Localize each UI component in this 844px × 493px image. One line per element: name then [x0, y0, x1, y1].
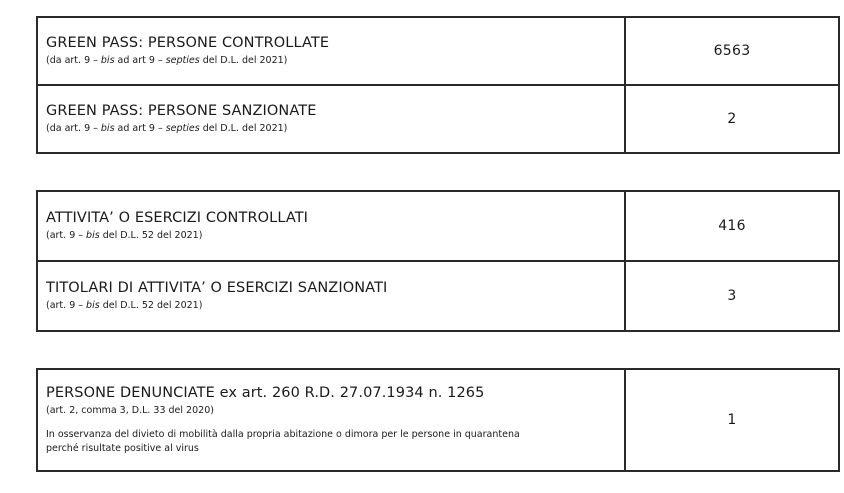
row-title: GREEN PASS: PERSONE CONTROLLATE: [46, 35, 330, 51]
value-cell: 3: [625, 261, 839, 331]
legal-reference: (art. 9 – bis del D.L. 52 del 2021): [46, 300, 203, 311]
label-cell: [37, 191, 625, 261]
row-title: GREEN PASS: PERSONE SANZIONATE: [46, 103, 317, 119]
value-cell: 6563: [625, 17, 839, 85]
label-cell: [37, 261, 625, 331]
value-cell: 2: [625, 85, 839, 153]
value-cell: 416: [625, 191, 839, 261]
green-pass-table: [36, 16, 840, 154]
table-row: [37, 85, 839, 153]
table-row: [37, 369, 839, 471]
legal-reference: (art. 9 – bis del D.L. 52 del 2021): [46, 230, 203, 241]
activities-table: [36, 190, 840, 332]
row-title: ATTIVITA’ O ESERCIZI CONTROLLATI: [46, 210, 309, 226]
legal-reference: (da art. 9 – bis ad art 9 – septies del D.L. del 2021): [46, 55, 288, 66]
note-line: In osservanza del divieto di mobilità dalla propria abitazione o dimora per le persone in quarantena: [46, 429, 520, 440]
table-row: [37, 191, 839, 261]
label-cell: [37, 85, 625, 153]
row-title: TITOLARI DI ATTIVITA’ O ESERCIZI SANZIONATI: [46, 280, 388, 296]
legal-reference: (art. 2, comma 3, D.L. 33 del 2020): [46, 405, 214, 416]
row-title: PERSONE DENUNCIATE ex art. 260 R.D. 27.07.1934 n. 1265: [46, 385, 485, 401]
reported-persons-table: [36, 368, 840, 472]
value-cell: 1: [625, 369, 839, 471]
label-cell: [37, 17, 625, 85]
table-row: [37, 17, 839, 85]
legal-reference: (da art. 9 – bis ad art 9 – septies del D.L. del 2021): [46, 123, 288, 134]
label-cell: [37, 369, 625, 471]
table-row: [37, 261, 839, 331]
note: [46, 428, 624, 456]
note-line: perché risultate positive al virus: [46, 443, 199, 454]
